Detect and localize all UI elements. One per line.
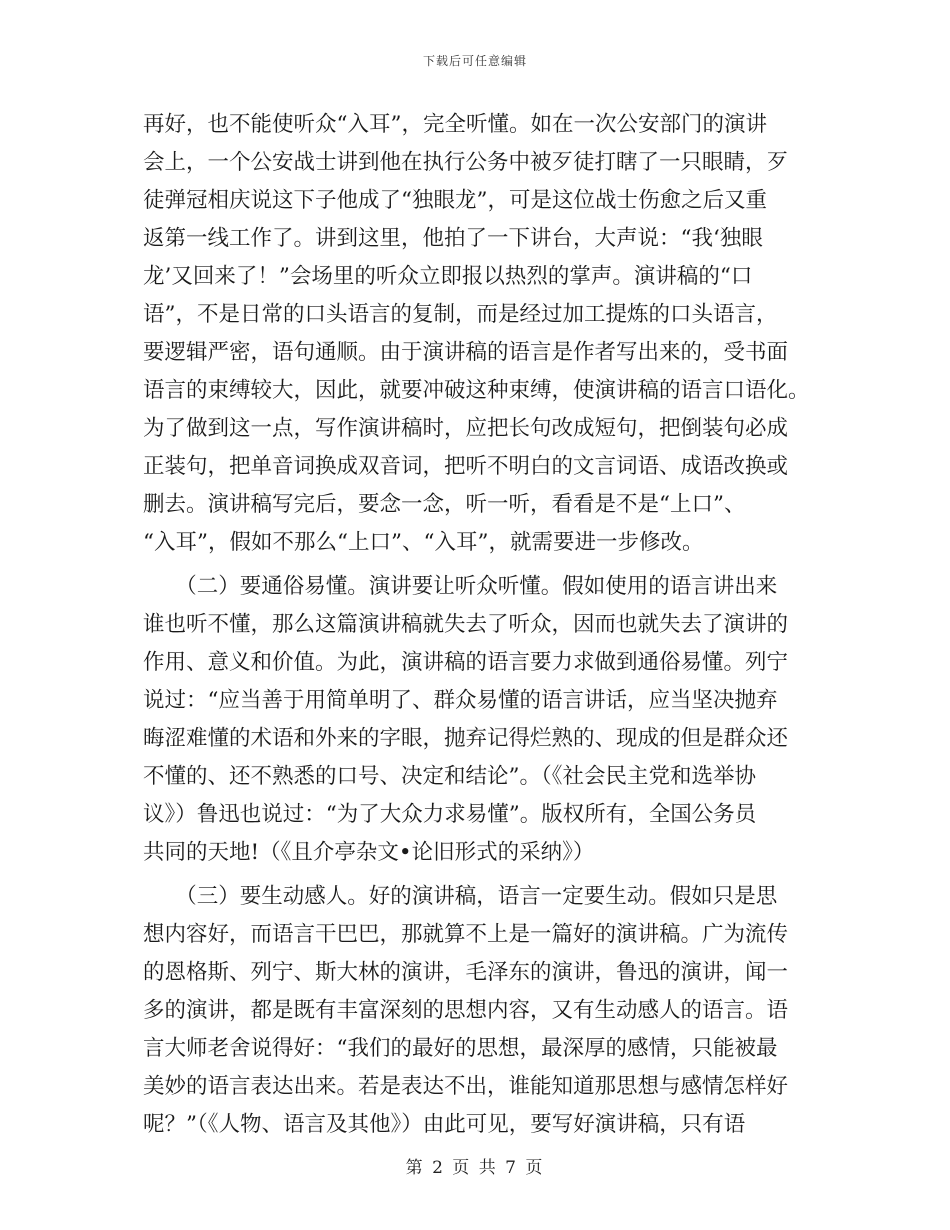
text-line: 共同的天地!（《且介亭杂文•论旧形式的采纳》） <box>143 840 595 865</box>
text-line: 晦涩难懂的术语和外来的字眼，抛弃记得烂熟的、现成的但是群众还 <box>143 726 789 751</box>
paragraph-start-line: （二）要通俗易懂。演讲要让听众听懂。假如使用的语言讲出来 <box>143 574 778 599</box>
text-line: 正装句，把单音词换成双音词，把听不明白的文言词语、成语改换或 <box>143 454 789 479</box>
text-line: 作用、意义和价值。为此，演讲稿的语言要力求做到通俗易懂。列宁 <box>143 650 789 675</box>
text-line: 语言的束缚较大，因此，就要冲破这种束缚，使演讲稿的语言口语化。 <box>143 378 810 403</box>
page-header: 下载后可任意编辑 <box>422 54 527 68</box>
text-line: 言大师老舍说得好：“我们的最好的思想，最深厚的感情，只能被最 <box>143 1036 778 1061</box>
text-line: 要逻辑严密，语句通顺。由于演讲稿的语言是作者写出来的，受书面 <box>143 340 789 365</box>
text-line: 删去。演讲稿写完后，要念一念，听一听，看看是不是“上口”、 <box>143 492 746 517</box>
text-line: 说过：“应当善于用简单明了、群众易懂的语言讲话，应当坚决抛弃 <box>143 688 778 713</box>
document-body <box>143 106 808 1144</box>
text-line: 多的演讲，都是既有丰富深刻的思想内容，又有生动感人的语言。语 <box>143 998 789 1023</box>
text-line: 再好，也不能使听众“入耳”，完全听懂。如在一次公安部门的演讲 <box>143 112 767 137</box>
text-line: 不懂的、还不熟悉的口号、决定和结论”。（《社会民主党和选举协 <box>143 764 756 789</box>
text-line: 徒弹冠相庆说这下子他成了“独眼龙”，可是这位战士伤愈之后又重 <box>143 188 767 213</box>
text-line: 议》）鲁迅也说过：“为了大众力求易懂”。版权所有，全国公务员 <box>143 802 757 827</box>
text-line: 语”，不是日常的口头语言的复制，而是经过加工提炼的口头语言， <box>143 302 778 327</box>
text-line: 返第一线工作了。讲到这里，他拍了一下讲台，大声说：“我‘独眼 <box>143 226 763 251</box>
text-line: “入耳”，假如不那么“上口”、“入耳”，就需要进一步修改。 <box>143 530 704 555</box>
text-line: 谁也听不懂，那么这篇演讲稿就失去了听众，因而也就失去了演讲的 <box>143 612 789 637</box>
text-line: 美妙的语言表达出来。若是表达不出，谁能知道那思想与感情怎样好 <box>143 1074 789 1099</box>
text-line: 想内容好，而语言干巴巴，那就算不上是一篇好的演讲稿。广为流传 <box>143 922 789 947</box>
text-line: 龙’又回来了！”会场里的听众立即报以热烈的掌声。演讲稿的“口 <box>143 264 753 289</box>
paragraph-start-line: （三）要生动感人。好的演讲稿，语言一定要生动。假如只是思 <box>143 884 778 909</box>
text-line: 为了做到这一点，写作演讲稿时，应把长句改成短句，把倒装句必成 <box>143 416 789 441</box>
page-footer: 第 2 页 共 7 页 <box>405 1158 545 1178</box>
text-line: 呢？”（《人物、语言及其他》）由此可见，要写好演讲稿，只有语 <box>143 1112 746 1137</box>
text-line: 的恩格斯、列宁、斯大林的演讲，毛泽东的演讲，鲁迅的演讲，闻一 <box>143 960 789 985</box>
text-line: 会上，一个公安战士讲到他在执行公务中被歹徒打瞎了一只眼睛，歹 <box>143 150 789 175</box>
